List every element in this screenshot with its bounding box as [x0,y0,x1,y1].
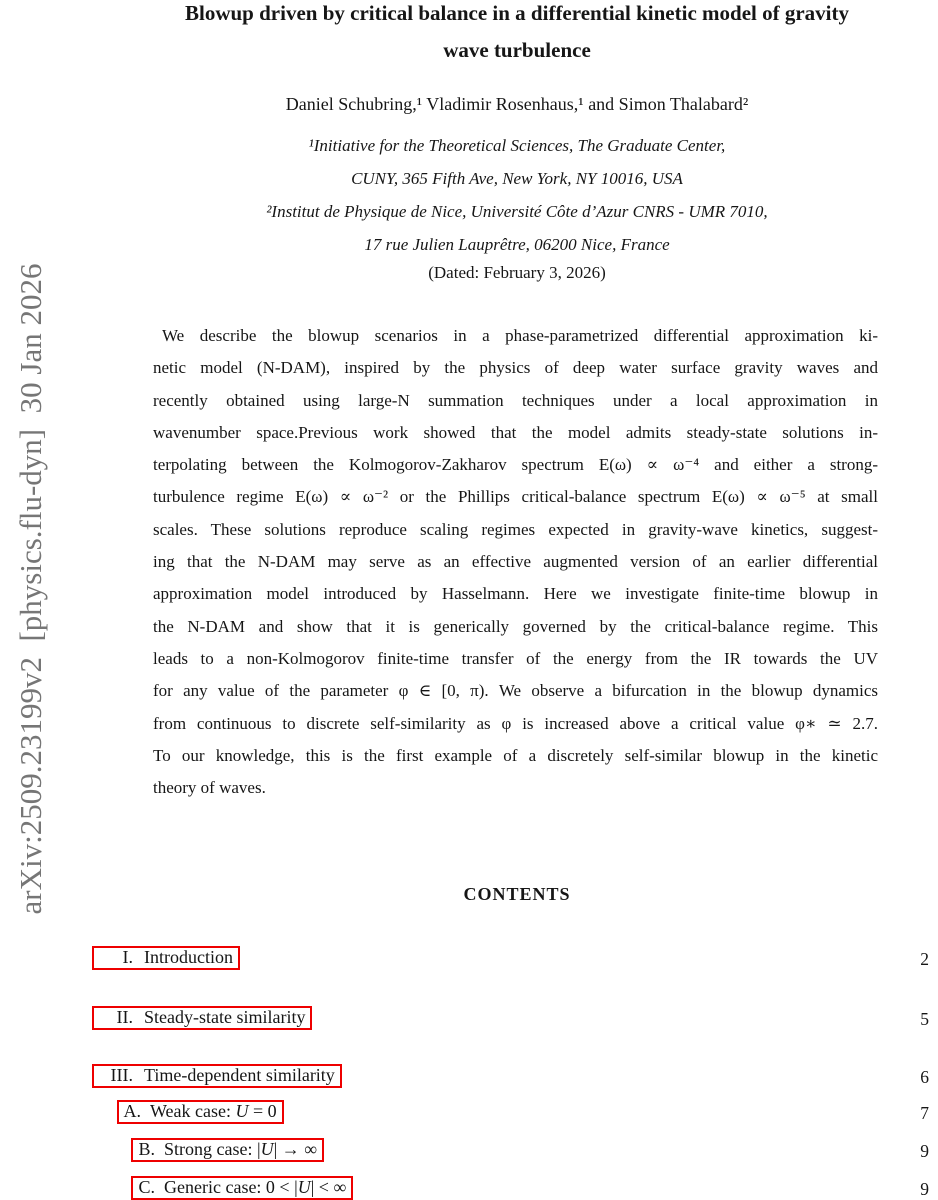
toc-entry-label: Time-dependent similarity [144,1065,335,1085]
date-line: (Dated: February 3, 2026) [428,263,606,282]
toc-entry-introduction [92,946,929,970]
abstract-line: We describe the blowup scenarios in a phase-parametrized differential approximation ki- [162,326,878,345]
abstract-line: leads to a non-Kolmogorov finite-time transfer of the energy from the IR towards the UV [153,648,878,668]
toc-entry-number: III. [110,1065,133,1085]
affiliation-line: ¹Initiative for the Theoretical Sciences, The Graduate Center, [308,136,726,155]
math-variable: U [297,1177,311,1197]
abstract-line: theory of waves. [153,778,266,798]
toc-page-number: 7 [920,1103,929,1123]
abstract-line: scales. These solutions reproduce scaling regimes expected in gravity-wave kinetics, suggest- [153,519,878,539]
math-variable: U [260,1139,274,1159]
toc-link-steady-state-similarity[interactable] [92,1006,312,1030]
paper-title [87,0,938,69]
toc-entry-weak-case [92,1100,929,1124]
toc-entry-time-dependent-similarity [92,1064,929,1088]
abstract-line: for any value of the parameter φ ∈ [0, π). We observe a bifurcation in the blowup dynamics [153,681,878,701]
abstract-line: turbulence regime E(ω) ∝ ω⁻² or the Phillips critical-balance spectrum E(ω) ∝ ω⁻⁵ at small [153,487,878,507]
affiliations-block [96,129,938,261]
arxiv-stamp: arXiv:2509.23199v2 [physics.flu-dyn] 30 Jan 2026 [13,263,48,915]
paper-title-line2: wave turbulence [443,38,591,62]
toc-link-weak-case[interactable] [117,1100,284,1124]
toc-entry-number: II. [116,1007,133,1027]
toc-entry-label: Weak case: U = 0 [150,1101,277,1121]
toc-entry-generic-case [92,1176,929,1200]
toc-page-number: 9 [920,1141,929,1161]
affiliation-line: CUNY, 365 Fifth Ave, New York, NY 10016, USA [351,169,683,188]
toc-entry-number: B. [138,1139,155,1159]
toc-entry-strong-case [92,1138,929,1162]
abstract-line: To our knowledge, this is the first example of a discretely self-similar blowup in the kinetic [153,745,878,765]
toc-link-strong-case[interactable] [131,1138,324,1162]
abstract-line: from continuous to discrete self-similarity as φ is increased above a critical value φ∗ ≃ 2.7. [153,713,878,733]
toc-entry-number: C. [138,1177,155,1197]
abstract-line: wavenumber space.Previous work showed that the model admits steady-state solutions in- [153,422,878,442]
abstract-line: approximation model introduced by Hasselmann. Here we investigate finite-time blowup in [153,584,878,604]
abstract-line: recently obtained using large-N summation techniques under a local approximation in [153,390,878,410]
toc-entry-label: Introduction [144,947,233,967]
author-line: Daniel Schubring,¹ Vladimir Rosenhaus,¹ and Simon Thalabard² [285,94,749,114]
toc-entry-number: I. [122,947,133,967]
toc-entry-label: Generic case: 0 < |U| < ∞ [164,1177,347,1197]
toc-link-time-dependent-similarity[interactable] [92,1064,342,1088]
toc-page-number: 6 [920,1067,929,1087]
toc-entry-steady-state-similarity [92,1006,929,1030]
toc-entry-label: Strong case: |U| → ∞ [164,1139,318,1159]
abstract-line: netic model (N-DAM), inspired by the physics of deep water surface gravity waves and [153,358,878,378]
affiliation-line: ²Institut de Physique de Nice, Université Côte d’Azur CNRS - UMR 7010, [266,202,768,221]
toc-page-number: 2 [920,949,929,969]
toc-entry-number: A. [123,1101,141,1121]
toc-entry-label: Steady-state similarity [144,1007,306,1027]
math-variable: U [235,1101,249,1121]
toc-page-number: 5 [920,1009,929,1029]
contents-heading: CONTENTS [463,884,571,904]
abstract-line: ing that the N-DAM may serve as an effective augmented version of an earlier differential [153,552,878,572]
abstract-line: terpolating between the Kolmogorov-Zakharov spectrum E(ω) ∝ ω⁻⁴ and either a strong- [153,455,878,475]
toc-link-introduction[interactable] [92,946,240,970]
toc-link-generic-case[interactable] [131,1176,353,1200]
abstract-line: the N-DAM and show that it is generically governed by the critical-balance regime. This [153,616,878,636]
affiliation-line: 17 rue Julien Lauprêtre, 06200 Nice, France [364,235,670,254]
abstract [153,320,878,804]
toc-page-number: 9 [920,1179,929,1199]
paper-title-line1: Blowup driven by critical balance in a differential kinetic model of gravity [185,1,849,25]
